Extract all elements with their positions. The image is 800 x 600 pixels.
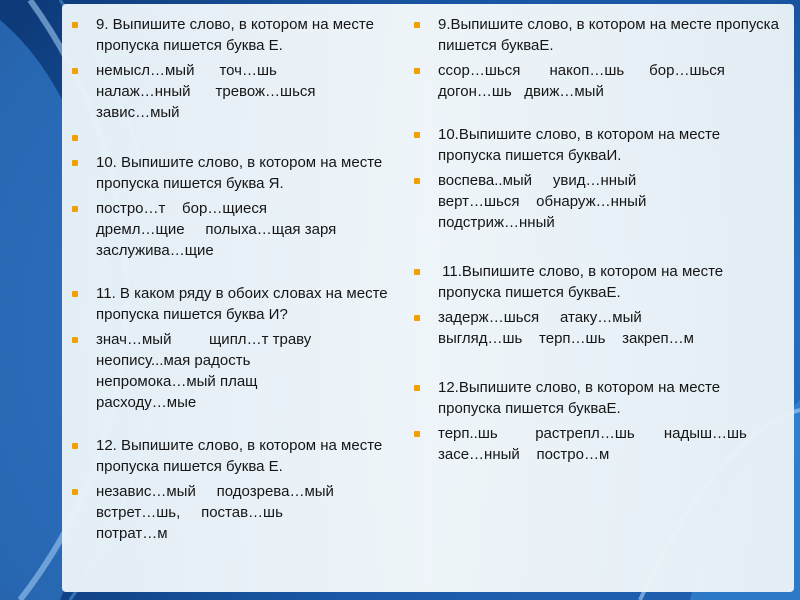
item-text: воспева..мый увид…нный верт…шься обнаруж…нный подстриж…нный <box>438 172 647 231</box>
right-column <box>414 14 786 469</box>
question-10-left <box>72 152 402 194</box>
item-text: независ…мый подозрева…мый встрет…шь, постав…шь потрат…м <box>96 483 334 542</box>
question-9-left <box>72 14 402 56</box>
words-12-left <box>72 481 402 544</box>
bullet-icon <box>414 22 420 28</box>
question-12-left <box>72 435 402 477</box>
item-text: терп..шь растрепл…шь надыш…шь засе…нный постро…м <box>438 425 747 463</box>
item-text: задерж…шься атаку…мый выгляд…шь терп…шь закреп…м <box>438 309 694 347</box>
bullet-icon <box>414 269 420 275</box>
bullet-icon <box>72 206 78 212</box>
bullet-icon <box>414 315 420 321</box>
bullet-icon <box>72 291 78 297</box>
bullet-icon <box>72 337 78 343</box>
bullet-icon <box>72 443 78 449</box>
item-text: немысл…мый точ…шь налаж…нный тревож…шься завис…мый <box>96 62 316 121</box>
question-11-right <box>414 261 786 303</box>
question-10-right <box>414 124 786 166</box>
empty-item <box>72 127 402 148</box>
spacer <box>414 237 786 261</box>
item-text: 10. Выпишите слово, в котором на месте пропуска пишется буква Я. <box>96 154 387 192</box>
spacer <box>414 353 786 377</box>
spacer <box>72 417 402 435</box>
bullet-icon <box>414 132 420 138</box>
words-10-left <box>72 198 402 261</box>
words-10-right <box>414 170 786 233</box>
item-text: 11. В каком ряду в обоих словах на месте пропуска пишется буква И? <box>96 285 392 323</box>
bullet-icon <box>414 178 420 184</box>
spacer <box>414 106 786 124</box>
item-text: 12. Выпишите слово, в котором на месте пропуска пишется буква Е. <box>96 437 387 475</box>
item-text: знач…мый щипл…т траву неопису...мая радость непромока…мый плащ расходу…мые <box>96 331 312 411</box>
words-11-right <box>414 307 786 349</box>
left-column <box>72 14 402 548</box>
words-9-right <box>414 60 786 102</box>
item-text: 9. Выпишите слово, в котором на месте пропуска пишется буква Е. <box>96 16 379 54</box>
bullet-icon <box>72 22 78 28</box>
bullet-icon <box>72 489 78 495</box>
question-12-right <box>414 377 786 419</box>
spacer <box>72 265 402 283</box>
item-text: 11.Выпишите слово, в котором на месте пропуска пишется букваЕ. <box>438 263 728 301</box>
bullet-icon <box>414 431 420 437</box>
item-text: 9.Выпишите слово, в котором на месте пропуска пишется букваЕ. <box>438 16 784 54</box>
item-text: 12.Выпишите слово, в котором на месте пропуска пишется букваЕ. <box>438 379 725 417</box>
words-9-left <box>72 60 402 123</box>
bullet-icon <box>414 68 420 74</box>
question-9-right <box>414 14 786 56</box>
item-text: постро…т бор…щиеся дремл…щие полыха…щая заря заслужива…щие <box>96 200 337 259</box>
item-text: ссор…шься накоп…шь бор…шься догон…шь движ…мый <box>438 62 725 100</box>
bullet-icon <box>414 385 420 391</box>
words-11-left <box>72 329 402 413</box>
question-11-left <box>72 283 402 325</box>
item-text: 10.Выпишите слово, в котором на месте пропуска пишется букваИ. <box>438 126 725 164</box>
bullet-icon <box>72 160 78 166</box>
bullet-icon <box>72 68 78 74</box>
bullet-icon <box>72 135 78 141</box>
words-12-right <box>414 423 786 465</box>
